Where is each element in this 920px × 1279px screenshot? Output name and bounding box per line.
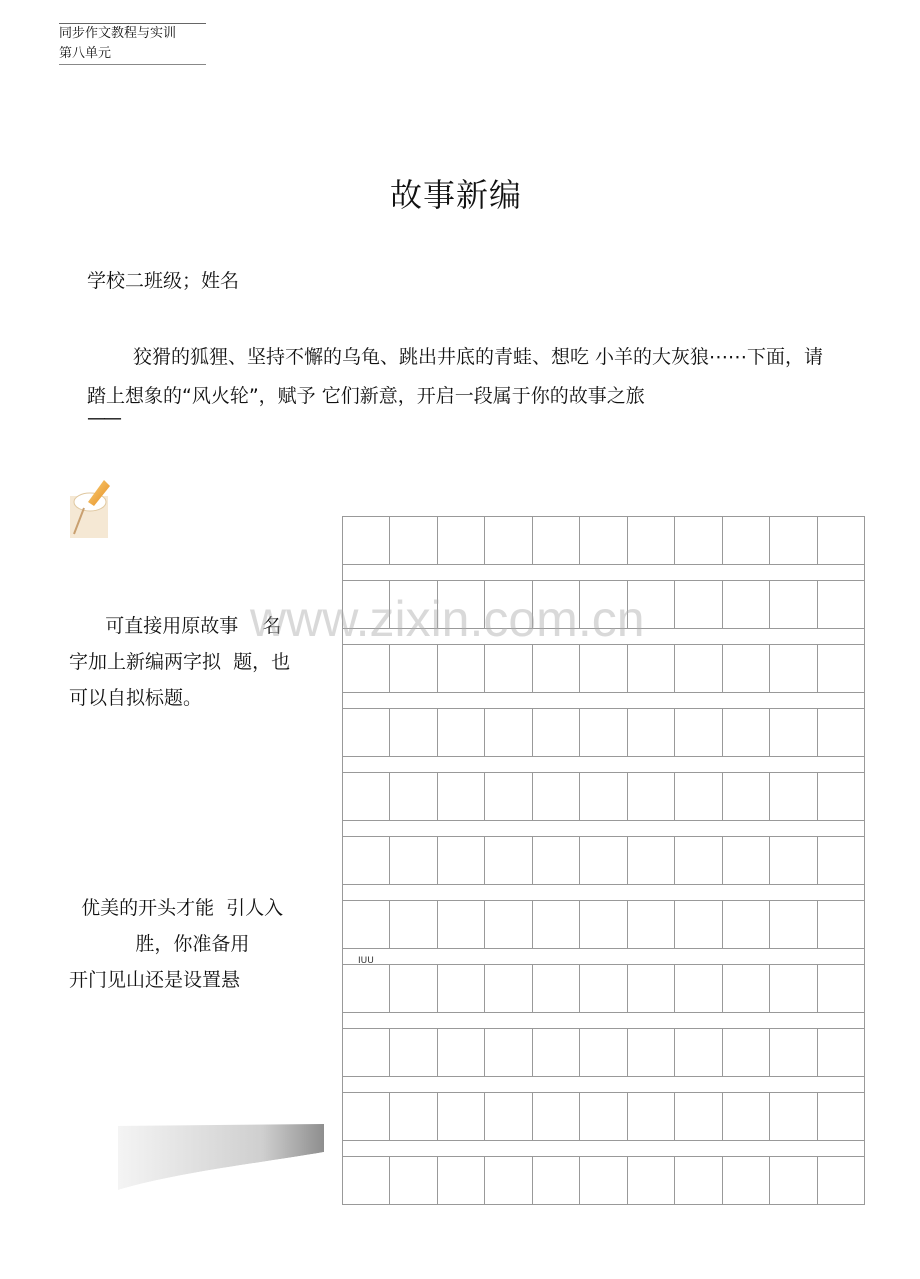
grid-cell[interactable] — [723, 517, 770, 565]
grid-cell[interactable] — [343, 1093, 390, 1141]
grid-cell[interactable] — [580, 1029, 627, 1077]
grid-cell[interactable] — [580, 709, 627, 757]
grid-cell[interactable] — [723, 965, 770, 1013]
grid-cell[interactable] — [438, 837, 485, 885]
grid-cell[interactable] — [533, 517, 580, 565]
grid-row-gap — [342, 693, 865, 708]
grid-cell[interactable] — [818, 1029, 865, 1077]
grid-cell[interactable] — [723, 1157, 770, 1205]
grid-cell[interactable] — [770, 965, 817, 1013]
grid-cell[interactable] — [770, 1093, 817, 1141]
grid-cell[interactable] — [390, 773, 437, 821]
grid-cell[interactable] — [675, 837, 722, 885]
grid-cell[interactable] — [438, 965, 485, 1013]
grid-cell[interactable] — [485, 1093, 532, 1141]
grid-cell[interactable] — [580, 645, 627, 693]
grid-cell[interactable] — [628, 1157, 675, 1205]
grid-cell[interactable] — [770, 517, 817, 565]
grid-cell[interactable] — [533, 965, 580, 1013]
tip-line: 字加上新编两字拟 题，也 — [69, 651, 291, 673]
page-curl-decoration — [118, 1122, 326, 1192]
tip-line: 可直接用原故事 名 — [69, 615, 282, 637]
grid-cell[interactable] — [723, 645, 770, 693]
grid-row — [342, 836, 865, 885]
grid-cell[interactable] — [770, 773, 817, 821]
grid-cell[interactable] — [675, 965, 722, 1013]
grid-cell[interactable] — [533, 1029, 580, 1077]
grid-cell[interactable] — [628, 645, 675, 693]
grid-cell[interactable] — [675, 1029, 722, 1077]
grid-cell[interactable] — [533, 837, 580, 885]
grid-cell[interactable] — [343, 901, 390, 949]
tip-line: 优美的开头才能 引人入 — [69, 897, 284, 919]
grid-cell[interactable] — [818, 581, 865, 629]
grid-cell[interactable] — [580, 1093, 627, 1141]
page-title: 故事新编 — [389, 176, 522, 214]
grid-cell[interactable] — [675, 901, 722, 949]
grid-row-gap — [342, 757, 865, 772]
grid-cell[interactable] — [628, 965, 675, 1013]
grid-cell[interactable] — [675, 1157, 722, 1205]
header-line-1: 同步作文教程与实训 — [59, 26, 177, 41]
grid-row — [342, 1156, 865, 1205]
grid-cell[interactable] — [723, 709, 770, 757]
grid-cell[interactable] — [485, 517, 532, 565]
grid-cell[interactable] — [628, 901, 675, 949]
grid-cell[interactable] — [818, 517, 865, 565]
grid-row — [342, 772, 865, 821]
grid-cell[interactable] — [628, 1029, 675, 1077]
grid-cell[interactable] — [818, 1093, 865, 1141]
grid-cell[interactable] — [485, 837, 532, 885]
grid-cell[interactable] — [390, 709, 437, 757]
header-line-2: 第八单元 — [59, 46, 112, 61]
grid-cell[interactable] — [580, 965, 627, 1013]
grid-row — [342, 708, 865, 757]
grid-cell[interactable] — [580, 901, 627, 949]
grid-cell[interactable] — [390, 1093, 437, 1141]
grid-cell[interactable] — [438, 517, 485, 565]
grid-cell[interactable] — [628, 837, 675, 885]
grid-cell[interactable] — [343, 517, 390, 565]
grid-cell[interactable] — [438, 901, 485, 949]
grid-cell[interactable] — [675, 709, 722, 757]
tip-line: 胜，你准备用 — [69, 933, 250, 955]
grid-cell[interactable] — [343, 1157, 390, 1205]
grid-cell[interactable] — [723, 773, 770, 821]
grid-row-gap — [342, 1077, 865, 1092]
watermark: www.zixin.com.cn — [250, 591, 645, 647]
grid-cell[interactable] — [818, 645, 865, 693]
grid-cell[interactable] — [390, 1157, 437, 1205]
grid-cell[interactable] — [438, 709, 485, 757]
grid-cell[interactable] — [818, 901, 865, 949]
pushpin-icon — [68, 478, 112, 540]
page-header — [59, 23, 206, 65]
grid-row — [342, 1028, 865, 1077]
intro-dash: —— — [87, 407, 119, 429]
grid-cell[interactable] — [533, 709, 580, 757]
grid-cell[interactable] — [723, 1093, 770, 1141]
grid-row — [342, 900, 865, 949]
grid-cell[interactable] — [770, 1029, 817, 1077]
grid-cell[interactable] — [628, 517, 675, 565]
grid-cell[interactable] — [533, 773, 580, 821]
grid-cell[interactable] — [675, 581, 722, 629]
school-name-line: 学校二班级；姓名 — [87, 270, 240, 292]
grid-cell[interactable] — [438, 1093, 485, 1141]
grid-cell[interactable] — [723, 1029, 770, 1077]
grid-cell[interactable] — [675, 517, 722, 565]
grid-row — [342, 516, 865, 565]
grid-cell[interactable] — [438, 1157, 485, 1205]
grid-cell[interactable] — [770, 1157, 817, 1205]
grid-cell[interactable] — [390, 901, 437, 949]
grid-cell[interactable] — [343, 645, 390, 693]
grid-cell[interactable] — [675, 773, 722, 821]
grid-cell[interactable] — [818, 965, 865, 1013]
opening-tip — [69, 890, 319, 998]
grid-cell[interactable] — [628, 773, 675, 821]
grid-cell[interactable] — [675, 1093, 722, 1141]
grid-cell[interactable] — [438, 773, 485, 821]
grid-row-gap — [342, 885, 865, 900]
grid-cell[interactable] — [818, 773, 865, 821]
grid-cell[interactable] — [580, 517, 627, 565]
grid-cell[interactable] — [343, 965, 390, 1013]
grid-row-gap — [342, 1141, 865, 1156]
tip-line: 可以自拟标题。 — [69, 687, 203, 709]
grid-cell[interactable] — [818, 709, 865, 757]
grid-cell[interactable] — [628, 709, 675, 757]
grid-cell[interactable] — [580, 1157, 627, 1205]
grid-row-gap — [342, 565, 865, 580]
grid-cell[interactable] — [485, 773, 532, 821]
grid-row-gap — [342, 821, 865, 836]
grid-cell[interactable] — [770, 837, 817, 885]
tip-line: 开门见山还是设置悬 — [69, 969, 241, 991]
grid-cell[interactable] — [438, 645, 485, 693]
grid-row — [342, 644, 865, 693]
grid-cell[interactable] — [438, 1029, 485, 1077]
grid-cell[interactable] — [533, 1157, 580, 1205]
grid-row — [342, 964, 865, 1013]
grid-cell[interactable] — [390, 517, 437, 565]
grid-cell[interactable] — [533, 1093, 580, 1141]
grid-cell[interactable] — [390, 1029, 437, 1077]
grid-cell[interactable] — [343, 1029, 390, 1077]
grid-cell[interactable] — [818, 837, 865, 885]
grid-cell[interactable] — [770, 581, 817, 629]
grid-cell[interactable] — [343, 709, 390, 757]
grid-cell[interactable] — [390, 837, 437, 885]
grid-cell[interactable] — [580, 773, 627, 821]
grid-cell[interactable] — [343, 837, 390, 885]
grid-cell[interactable] — [390, 645, 437, 693]
grid-row-gap — [342, 949, 865, 964]
grid-cell[interactable] — [770, 901, 817, 949]
grid-cell[interactable] — [533, 901, 580, 949]
grid-cell[interactable] — [485, 1029, 532, 1077]
grid-cell[interactable] — [628, 1093, 675, 1141]
grid-cell[interactable] — [485, 709, 532, 757]
intro-paragraph: 狡猾的狐狸、坚持不懈的乌龟、跳出井底的青蛙、想吃 小羊的大灰狼⋯⋯下面，请踏上想象的“风火轮”，赋予 它们新意，开启一段属于你的故事之旅 — [87, 346, 824, 407]
grid-cell[interactable] — [533, 645, 580, 693]
grid-cell[interactable] — [580, 837, 627, 885]
grid-cell[interactable] — [390, 965, 437, 1013]
grid-cell[interactable] — [818, 1157, 865, 1205]
grid-cell[interactable] — [343, 773, 390, 821]
grid-cell[interactable] — [485, 1157, 532, 1205]
grid-note: IUU — [358, 956, 374, 966]
grid-cell[interactable] — [723, 581, 770, 629]
grid-cell[interactable] — [485, 645, 532, 693]
grid-row — [342, 1092, 865, 1141]
grid-cell[interactable] — [723, 901, 770, 949]
grid-cell[interactable] — [485, 965, 532, 1013]
grid-cell[interactable] — [723, 837, 770, 885]
grid-cell[interactable] — [485, 901, 532, 949]
grid-cell[interactable] — [675, 645, 722, 693]
grid-cell[interactable] — [770, 709, 817, 757]
grid-cell[interactable] — [770, 645, 817, 693]
grid-row-gap — [342, 1013, 865, 1028]
